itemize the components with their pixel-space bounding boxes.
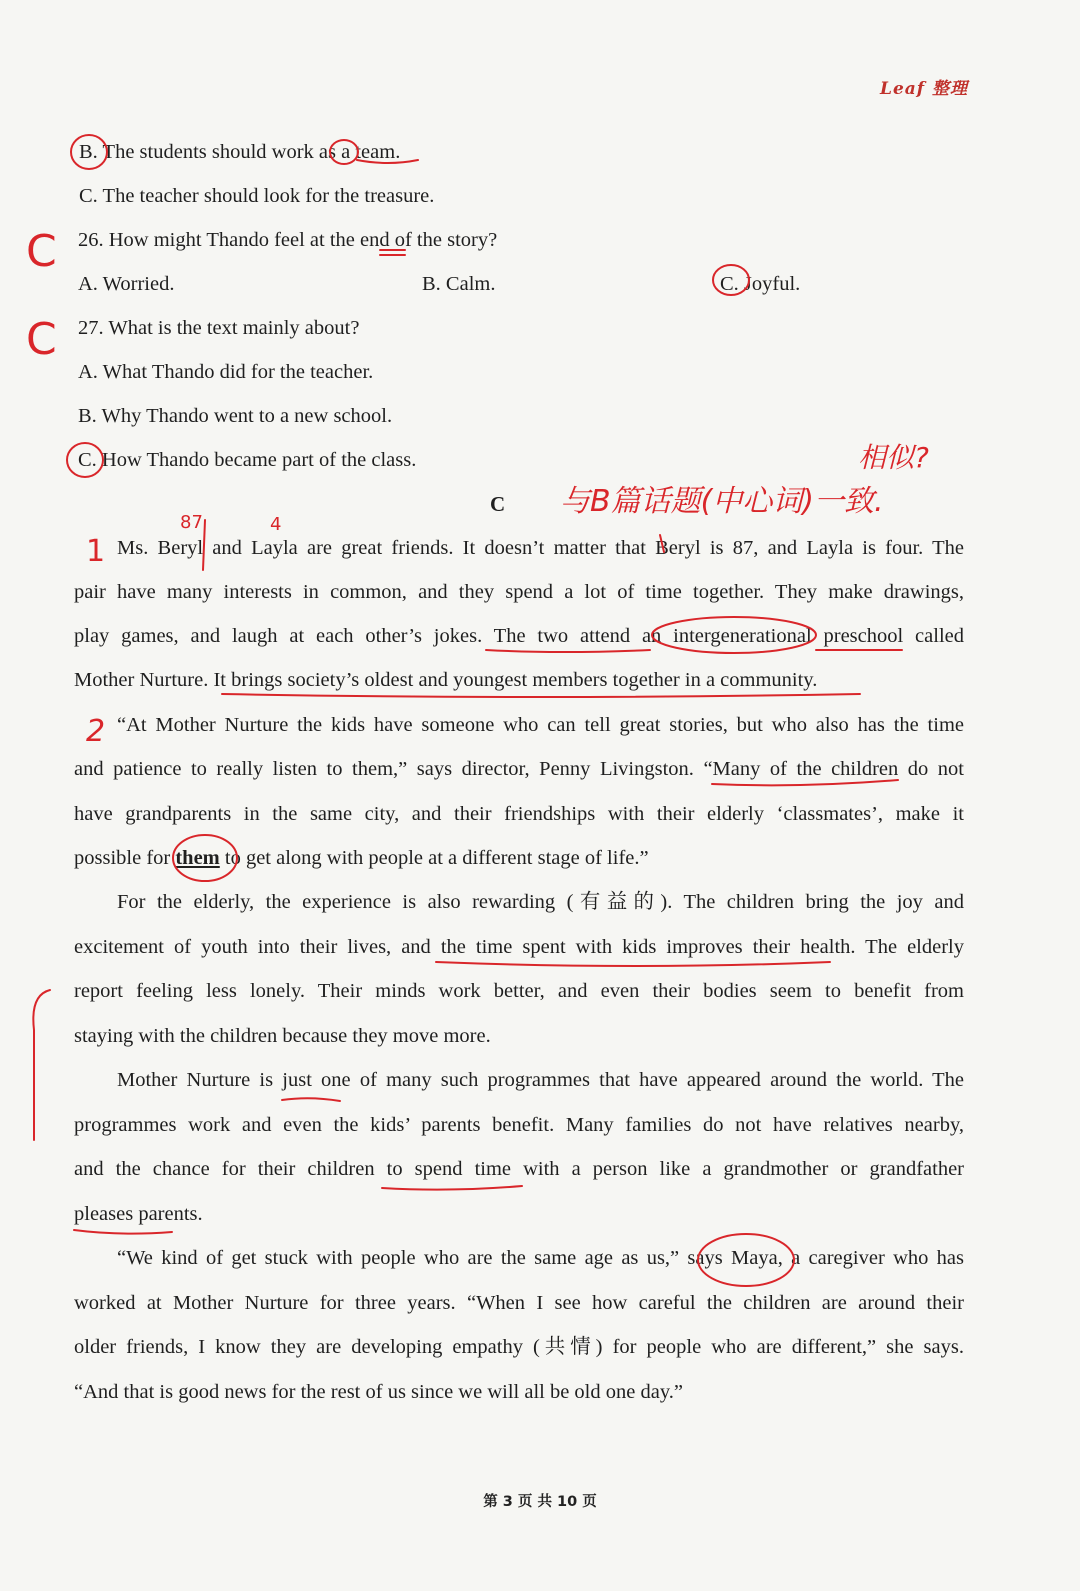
passage-line: For the elderly, the experience is also rewarding (有益的). The children bring the joy and (117, 891, 964, 913)
section-heading: C (490, 492, 506, 516)
q26-stem: 26. How might Thando feel at the end of the story? (78, 229, 498, 251)
emphasized-word: them (175, 847, 220, 869)
passage-line: older friends, I know they are developing empathy (共情) for people who are different,” she says. (74, 1336, 964, 1358)
underline-mark (382, 1186, 522, 1190)
q27-option-a: A. What Thando did for the teacher. (78, 361, 374, 383)
passage-line: have grandparents in the same city, and their friendships with their elderly ‘classmates’, make it (74, 803, 964, 825)
passage-line: pair have many interests in common, and they spend a lot of time together. They make drawings, (74, 581, 964, 603)
passage-line: Ms. Beryl and Layla are great friends. It doesn’t matter that Beryl is 87, and Layla is four. The (117, 537, 964, 559)
q25-option-c: C. The teacher should look for the treasure. (79, 185, 435, 207)
passage-line: programmes work and even the kids’ parents benefit. Many families do not have relatives nearby, (74, 1114, 964, 1136)
handwritten-note-similar: 相似? (858, 441, 929, 474)
bracket-mark (33, 990, 50, 1140)
handwritten-note-topic: 与B篇话题(中心词)一致. (560, 484, 884, 519)
underline-mark (282, 1098, 340, 1101)
passage-line: report feeling less lonely. Their minds work better, and even their bodies seem to benefit from (74, 980, 964, 1002)
q26-option-b: B. Calm. (422, 273, 496, 295)
handwritten-paragraph-mark-2: 2 (86, 714, 106, 749)
underline-mark (74, 1230, 172, 1234)
page-footer: 第 3 页 共 10 页 (483, 1494, 597, 1510)
passage-line: worked at Mother Nurture for three years. “When I see how careful the children are around their (74, 1292, 964, 1314)
passage-line-with-emphasis (74, 846, 964, 870)
passage-line: and patience to really listen to them,” says director, Penny Livingston. “Many of the children do not (74, 758, 964, 780)
q25-option-b: B. The students should work as a team. (79, 141, 401, 163)
underline-mark (222, 694, 860, 697)
passage-line: “At Mother Nurture the kids have someone who can tell great stories, but who also has the time (117, 714, 964, 736)
q26-option-c: C. Joyful. (720, 273, 801, 295)
passage-text: possible for (74, 847, 176, 869)
handwritten-age-beryl: 87 (180, 512, 203, 533)
underline-mark (436, 962, 830, 966)
passage-line: excitement of youth into their lives, and the time spent with kids improves their health. The elderly (74, 936, 964, 958)
passage-line: Mother Nurture is just one of many such programmes that have appeared around the world. The (117, 1069, 964, 1091)
passage-line: “We kind of get stuck with people who are the same age as us,” says Maya, a caregiver who has (117, 1247, 964, 1269)
passage-line: and the chance for their children to spend time with a person like a grandmother or grandfather (74, 1158, 964, 1180)
passage-line: pleases parents. (74, 1203, 203, 1225)
handwritten-answer-26: C (26, 226, 57, 277)
passage-line: Mother Nurture. It brings society’s oldest and youngest members together in a community. (74, 669, 818, 691)
handwritten-paragraph-mark-1: 1 (86, 534, 106, 569)
handwritten-answer-27: C (26, 314, 57, 365)
handwritten-age-layla: 4 (270, 514, 282, 535)
passage-line: “And that is good news for the rest of us since we will all be old one day.” (74, 1381, 683, 1403)
passage-line: staying with the children because they move more. (74, 1025, 491, 1047)
q27-stem: 27. What is the text mainly about? (78, 317, 360, 339)
q26-option-a: A. Worried. (78, 273, 175, 295)
passage-text: to get along with people at a different stage of life.” (219, 847, 649, 869)
q27-option-c: C. How Thando became part of the class. (78, 449, 417, 471)
underline-mark (486, 650, 650, 652)
passage-line: play games, and laugh at each other’s jokes. The two attend an intergenerational preschool called (74, 625, 964, 647)
q27-option-b: B. Why Thando went to a new school. (78, 405, 393, 427)
watermark: Leaf 整理 (880, 79, 969, 99)
